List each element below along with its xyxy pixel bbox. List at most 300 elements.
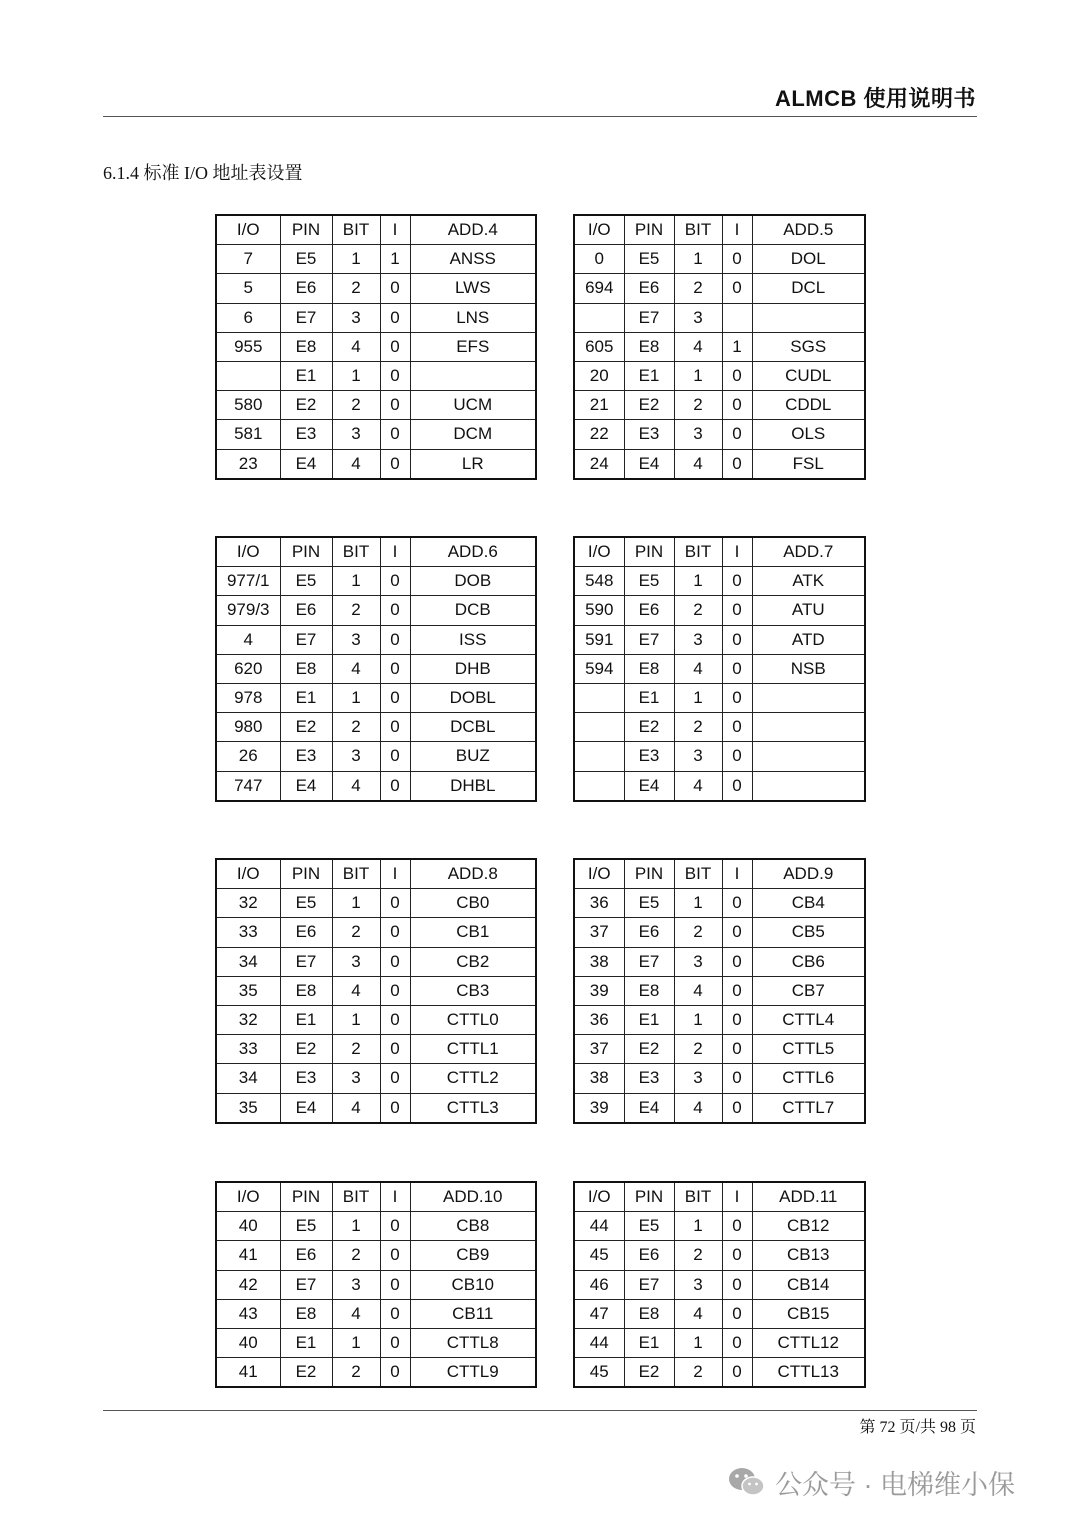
table-row <box>574 391 865 420</box>
table-cell: 40 <box>216 1328 280 1357</box>
table-header-row <box>216 859 536 889</box>
table-cell: UCM <box>410 391 536 420</box>
table-row <box>574 1358 865 1388</box>
table-cell: 0 <box>380 1328 410 1357</box>
table-cell: 0 <box>380 596 410 625</box>
table-cell: 41 <box>216 1358 280 1388</box>
table-row <box>216 1241 536 1270</box>
table-cell: 0 <box>380 391 410 420</box>
table-cell: 4 <box>674 654 722 683</box>
table-row <box>216 1212 536 1241</box>
table-cell: 4 <box>674 771 722 801</box>
table-cell: 0 <box>380 567 410 596</box>
table-cell: 0 <box>380 274 410 303</box>
table-cell: FSL <box>752 449 865 479</box>
table-cell: CB14 <box>752 1270 865 1299</box>
table-row <box>574 771 865 801</box>
table-cell: 43 <box>216 1299 280 1328</box>
table-row <box>216 1270 536 1299</box>
table-header-row <box>216 1182 536 1212</box>
io-table-5 <box>215 858 537 1124</box>
table-cell: 4 <box>332 332 380 361</box>
table-cell: CB12 <box>752 1212 865 1241</box>
table-cell: 0 <box>380 683 410 712</box>
table-cell: 0 <box>722 1035 752 1064</box>
table-cell: 0 <box>722 1358 752 1388</box>
table-cell: 0 <box>722 1064 752 1093</box>
table-cell: E7 <box>280 625 332 654</box>
table-row <box>574 1064 865 1093</box>
column-header: BIT <box>332 859 380 889</box>
table-row <box>216 654 536 683</box>
table-cell: 620 <box>216 654 280 683</box>
table-cell: 1 <box>332 1005 380 1034</box>
table-cell: 22 <box>574 420 624 449</box>
table-cell: 7 <box>216 245 280 274</box>
column-header: I/O <box>216 215 280 245</box>
table-cell: 0 <box>380 889 410 918</box>
table-cell: 35 <box>216 976 280 1005</box>
table-cell: E8 <box>280 976 332 1005</box>
column-header: ADD.8 <box>410 859 536 889</box>
table-cell: 2 <box>332 918 380 947</box>
table-cell: E7 <box>280 947 332 976</box>
table-cell: 1 <box>674 361 722 390</box>
table-cell: 4 <box>674 449 722 479</box>
table-cell: 0 <box>574 245 624 274</box>
table-cell: E7 <box>624 303 674 332</box>
table-cell: 1 <box>674 1005 722 1034</box>
table-cell: 0 <box>380 771 410 801</box>
table-cell: 1 <box>332 245 380 274</box>
column-header: I <box>380 215 410 245</box>
table-cell: CTTL3 <box>410 1093 536 1123</box>
table-cell: LNS <box>410 303 536 332</box>
table-cell: CB8 <box>410 1212 536 1241</box>
watermark <box>727 1462 1015 1502</box>
table-cell: 4 <box>674 976 722 1005</box>
table-cell: DOL <box>752 245 865 274</box>
table-cell: 1 <box>332 1328 380 1357</box>
table-cell: E1 <box>280 1328 332 1357</box>
column-header: ADD.4 <box>410 215 536 245</box>
table-cell: E6 <box>624 1241 674 1270</box>
table-cell: CTTL0 <box>410 1005 536 1034</box>
table-cell: 2 <box>674 1358 722 1388</box>
table-row <box>216 1064 536 1093</box>
column-header: I/O <box>574 537 624 567</box>
table-cell: 0 <box>722 1241 752 1270</box>
table-cell: CTTL1 <box>410 1035 536 1064</box>
table-row <box>574 274 865 303</box>
table-row <box>574 1299 865 1328</box>
table-cell: 2 <box>674 1241 722 1270</box>
table-cell: 4 <box>332 449 380 479</box>
table-cell: CB9 <box>410 1241 536 1270</box>
table-cell: CB5 <box>752 918 865 947</box>
table-cell: 2 <box>674 1035 722 1064</box>
table-cell: 0 <box>722 1299 752 1328</box>
table-cell: E4 <box>624 449 674 479</box>
table-cell: E2 <box>624 1358 674 1388</box>
table-cell: 4 <box>332 1093 380 1123</box>
table-row <box>216 567 536 596</box>
table-cell: 0 <box>722 1093 752 1123</box>
table-row <box>216 1358 536 1388</box>
column-header: I <box>380 859 410 889</box>
table-row <box>216 889 536 918</box>
table-cell: E8 <box>624 1299 674 1328</box>
table-cell: 3 <box>332 742 380 771</box>
table-cell: 45 <box>574 1358 624 1388</box>
table-cell <box>752 303 865 332</box>
table-cell: CTTL8 <box>410 1328 536 1357</box>
table-cell: 4 <box>216 625 280 654</box>
table-cell <box>574 713 624 742</box>
table-cell: CB13 <box>752 1241 865 1270</box>
table-row <box>216 1035 536 1064</box>
table-cell: OLS <box>752 420 865 449</box>
table-row <box>574 245 865 274</box>
table-cell: 0 <box>380 361 410 390</box>
table-cell: 0 <box>722 771 752 801</box>
table-cell: E2 <box>280 713 332 742</box>
table-cell: DCL <box>752 274 865 303</box>
table-cell: CTTL4 <box>752 1005 865 1034</box>
table-cell: E4 <box>280 1093 332 1123</box>
table-cell: CTTL2 <box>410 1064 536 1093</box>
table-cell: 2 <box>332 391 380 420</box>
io-table-1 <box>215 214 537 480</box>
table-cell: E3 <box>280 420 332 449</box>
table-cell: 3 <box>674 420 722 449</box>
table-cell: 3 <box>674 1270 722 1299</box>
table-cell: E1 <box>624 1328 674 1357</box>
table-cell: 3 <box>674 742 722 771</box>
table-cell: 581 <box>216 420 280 449</box>
table-cell: 0 <box>380 332 410 361</box>
table-cell: 580 <box>216 391 280 420</box>
table-cell: E3 <box>624 1064 674 1093</box>
column-header: ADD.11 <box>752 1182 865 1212</box>
table-cell: ATK <box>752 567 865 596</box>
table-cell: 41 <box>216 1241 280 1270</box>
table-row <box>574 1270 865 1299</box>
table-row <box>574 596 865 625</box>
table-cell: BUZ <box>410 742 536 771</box>
table-cell: 2 <box>332 1035 380 1064</box>
table-row <box>574 683 865 712</box>
table-cell: CB6 <box>752 947 865 976</box>
table-cell: 1 <box>674 1212 722 1241</box>
table-cell: 44 <box>574 1328 624 1357</box>
table-cell: E5 <box>280 567 332 596</box>
table-cell: E8 <box>624 332 674 361</box>
table-cell: 20 <box>574 361 624 390</box>
table-cell <box>410 361 536 390</box>
table-row <box>216 1299 536 1328</box>
table-cell: 40 <box>216 1212 280 1241</box>
table-row <box>574 303 865 332</box>
table-row <box>216 391 536 420</box>
table-cell <box>216 361 280 390</box>
table-cell: 2 <box>674 391 722 420</box>
table-cell <box>574 742 624 771</box>
table-cell: E2 <box>624 391 674 420</box>
table-cell: 0 <box>722 274 752 303</box>
column-header: I/O <box>216 859 280 889</box>
table-row <box>574 918 865 947</box>
table-cell: E6 <box>280 596 332 625</box>
table-cell: 0 <box>722 713 752 742</box>
table-cell: E2 <box>280 391 332 420</box>
column-header: PIN <box>624 537 674 567</box>
column-header: PIN <box>624 859 674 889</box>
table-cell: CDDL <box>752 391 865 420</box>
table-cell: 1 <box>332 889 380 918</box>
table-cell: 0 <box>380 303 410 332</box>
table-cell: NSB <box>752 654 865 683</box>
table-cell: ISS <box>410 625 536 654</box>
table-cell: 0 <box>380 1299 410 1328</box>
table-cell: 0 <box>722 420 752 449</box>
column-header: I/O <box>216 537 280 567</box>
table-cell: 42 <box>216 1270 280 1299</box>
table-row <box>216 274 536 303</box>
table-cell: E1 <box>624 683 674 712</box>
table-row <box>574 976 865 1005</box>
table-cell: 3 <box>332 947 380 976</box>
table-cell: 34 <box>216 947 280 976</box>
table-cell: E6 <box>624 274 674 303</box>
table-row <box>574 1328 865 1357</box>
table-cell: 591 <box>574 625 624 654</box>
io-table-6 <box>573 858 866 1124</box>
table-cell: 0 <box>722 742 752 771</box>
table-row <box>216 947 536 976</box>
table-cell: 747 <box>216 771 280 801</box>
table-cell: E6 <box>624 596 674 625</box>
table-cell: 2 <box>332 596 380 625</box>
table-cell: E1 <box>280 683 332 712</box>
table-cell: E6 <box>280 274 332 303</box>
table-row <box>216 245 536 274</box>
table-cell: CTTL5 <box>752 1035 865 1064</box>
table-cell: DOBL <box>410 683 536 712</box>
page-number: 第 72 页/共 98 页 <box>859 1419 976 1436</box>
table-row <box>574 1005 865 1034</box>
footer-divider <box>103 1410 977 1411</box>
wechat-icon <box>727 1465 767 1499</box>
table-cell: CTTL12 <box>752 1328 865 1357</box>
table-cell: DCBL <box>410 713 536 742</box>
table-cell: 0 <box>380 420 410 449</box>
table-row <box>216 771 536 801</box>
table-cell: 32 <box>216 1005 280 1034</box>
table-cell: CB11 <box>410 1299 536 1328</box>
table-cell: E4 <box>280 771 332 801</box>
table-cell: ATD <box>752 625 865 654</box>
table-header-row <box>216 537 536 567</box>
table-cell: 0 <box>722 625 752 654</box>
table-cell: 0 <box>380 1212 410 1241</box>
table-cell: CB0 <box>410 889 536 918</box>
table-cell: SGS <box>752 332 865 361</box>
table-cell: 1 <box>674 245 722 274</box>
table-cell: 33 <box>216 918 280 947</box>
table-cell: 0 <box>380 625 410 654</box>
table-cell: 46 <box>574 1270 624 1299</box>
table-row <box>574 361 865 390</box>
column-header: BIT <box>674 859 722 889</box>
table-cell: CB4 <box>752 889 865 918</box>
table-cell: 38 <box>574 947 624 976</box>
table-cell: E1 <box>280 361 332 390</box>
column-header: BIT <box>332 537 380 567</box>
table-cell: 605 <box>574 332 624 361</box>
table-row <box>216 332 536 361</box>
table-row <box>216 625 536 654</box>
table-row <box>216 1093 536 1123</box>
table-row <box>574 449 865 479</box>
table-cell: 38 <box>574 1064 624 1093</box>
column-header: ADD.10 <box>410 1182 536 1212</box>
table-cell: E5 <box>280 1212 332 1241</box>
table-cell: CB7 <box>752 976 865 1005</box>
table-cell: E8 <box>280 332 332 361</box>
table-cell <box>574 683 624 712</box>
table-cell: 955 <box>216 332 280 361</box>
table-row <box>216 976 536 1005</box>
column-header: BIT <box>332 1182 380 1212</box>
table-cell: E8 <box>280 654 332 683</box>
table-cell: LWS <box>410 274 536 303</box>
table-row <box>216 713 536 742</box>
table-row <box>574 1035 865 1064</box>
column-header: I <box>380 537 410 567</box>
table-row <box>216 742 536 771</box>
table-cell: 39 <box>574 976 624 1005</box>
section-heading: 6.1.4 标准 I/O 地址表设置 <box>103 163 303 183</box>
table-cell: 2 <box>674 596 722 625</box>
table-cell: E5 <box>624 889 674 918</box>
table-cell: 1 <box>674 889 722 918</box>
table-row <box>574 625 865 654</box>
column-header: I <box>380 1182 410 1212</box>
table-cell: 36 <box>574 889 624 918</box>
table-cell: 0 <box>722 976 752 1005</box>
table-cell: 37 <box>574 918 624 947</box>
table-cell: E6 <box>280 918 332 947</box>
table-row <box>216 420 536 449</box>
document-title: ALMCB 使用说明书 <box>774 86 976 111</box>
table-cell: 4 <box>332 976 380 1005</box>
table-cell: 0 <box>722 361 752 390</box>
table-cell: 0 <box>722 245 752 274</box>
table-cell: DCB <box>410 596 536 625</box>
table-cell: 3 <box>332 303 380 332</box>
table-cell: 3 <box>674 303 722 332</box>
table-cell: 3 <box>674 625 722 654</box>
table-cell: E1 <box>280 1005 332 1034</box>
table-cell: EFS <box>410 332 536 361</box>
table-cell: E8 <box>624 976 674 1005</box>
table-cell: E5 <box>280 245 332 274</box>
table-cell <box>574 303 624 332</box>
table-cell: E8 <box>624 654 674 683</box>
table-cell: 0 <box>722 1212 752 1241</box>
table-cell: 2 <box>332 1358 380 1388</box>
table-cell: E4 <box>624 1093 674 1123</box>
table-cell: 6 <box>216 303 280 332</box>
table-cell: E2 <box>280 1035 332 1064</box>
table-row <box>216 449 536 479</box>
table-cell: 1 <box>332 1212 380 1241</box>
column-header: ADD.7 <box>752 537 865 567</box>
table-cell: 21 <box>574 391 624 420</box>
table-cell <box>752 771 865 801</box>
column-header: BIT <box>332 215 380 245</box>
table-cell: 0 <box>722 654 752 683</box>
table-cell: 0 <box>722 596 752 625</box>
column-header: ADD.6 <box>410 537 536 567</box>
table-cell: 0 <box>380 1093 410 1123</box>
table-cell: CB10 <box>410 1270 536 1299</box>
table-cell: 0 <box>380 449 410 479</box>
table-cell: E7 <box>624 625 674 654</box>
table-cell: 0 <box>380 1005 410 1034</box>
column-header: I/O <box>574 215 624 245</box>
table-cell: 4 <box>674 1299 722 1328</box>
table-cell: 0 <box>722 1005 752 1034</box>
table-cell: E5 <box>624 1212 674 1241</box>
table-cell: E2 <box>624 1035 674 1064</box>
table-cell: 4 <box>332 654 380 683</box>
table-cell: 34 <box>216 1064 280 1093</box>
table-cell: 33 <box>216 1035 280 1064</box>
table-cell: E8 <box>280 1299 332 1328</box>
table-cell: 594 <box>574 654 624 683</box>
table-row <box>216 1328 536 1357</box>
table-cell: 2 <box>332 713 380 742</box>
table-cell: E2 <box>280 1358 332 1388</box>
table-cell: 0 <box>380 1270 410 1299</box>
table-cell: 0 <box>722 391 752 420</box>
table-cell: E6 <box>280 1241 332 1270</box>
table-cell: E7 <box>624 947 674 976</box>
table-cell: 694 <box>574 274 624 303</box>
table-cell: 0 <box>722 918 752 947</box>
column-header: PIN <box>280 537 332 567</box>
io-table-3 <box>215 536 537 802</box>
table-cell: 26 <box>216 742 280 771</box>
table-cell: 0 <box>722 449 752 479</box>
table-cell: 1 <box>332 361 380 390</box>
table-cell: 980 <box>216 713 280 742</box>
table-cell: 32 <box>216 889 280 918</box>
table-cell: DCM <box>410 420 536 449</box>
table-cell: 1 <box>332 567 380 596</box>
table-cell: CB15 <box>752 1299 865 1328</box>
io-table-7 <box>215 1181 537 1388</box>
table-cell: 36 <box>574 1005 624 1034</box>
column-header: PIN <box>624 1182 674 1212</box>
table-cell: CTTL6 <box>752 1064 865 1093</box>
table-cell: 2 <box>674 713 722 742</box>
table-cell: DOB <box>410 567 536 596</box>
table-cell: CUDL <box>752 361 865 390</box>
table-cell: 978 <box>216 683 280 712</box>
